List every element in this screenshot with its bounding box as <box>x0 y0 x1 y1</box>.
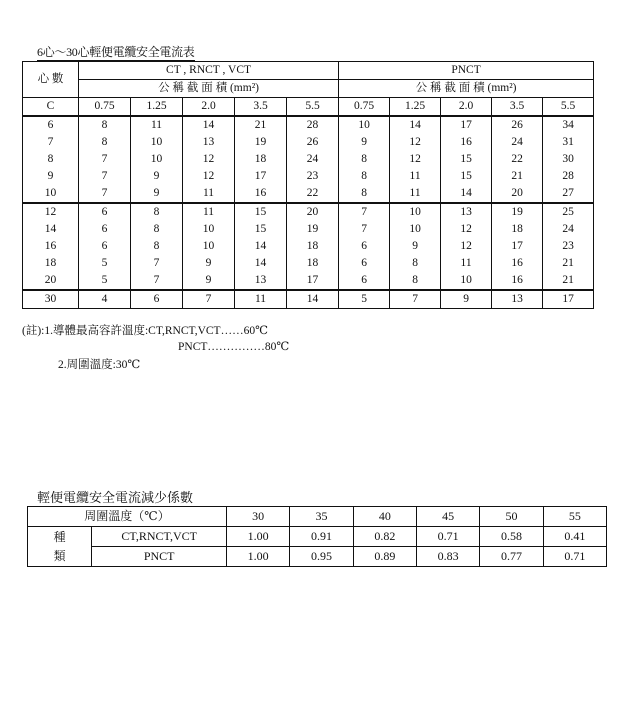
pnct-value-cell <box>543 203 594 290</box>
temp-header: 45 <box>417 507 480 527</box>
ct-value-cell <box>183 290 235 309</box>
table-cell: 6 <box>101 223 108 235</box>
table-cell: 19 <box>511 206 523 218</box>
table-cell: 8 <box>153 240 160 252</box>
cable-type-cell: PNCT <box>92 547 227 567</box>
table-cell: 18 <box>254 153 267 165</box>
table-cell: 12 <box>409 153 421 165</box>
size-header: 0.75 <box>79 98 131 117</box>
table-cell: 5 <box>361 293 367 305</box>
factor-cell: 0.83 <box>417 547 480 567</box>
table-cell: 6 <box>361 240 367 252</box>
temp-header: 40 <box>353 507 416 527</box>
pnct-value-cell <box>492 116 543 203</box>
factor-cell: 0.95 <box>290 547 353 567</box>
ct-value-cell <box>79 203 131 290</box>
table-cell: 28 <box>562 170 574 182</box>
table-cell: 10 <box>44 187 57 199</box>
factor-cell: 0.41 <box>543 527 606 547</box>
table-cell: 22 <box>511 153 523 165</box>
table-cell: 17 <box>306 274 319 286</box>
table-cell: 9 <box>47 170 54 182</box>
factor-cell: 0.89 <box>353 547 416 567</box>
table-cell: 18 <box>511 223 523 235</box>
table-cell: 12 <box>460 223 472 235</box>
table-cell: 14 <box>254 240 267 252</box>
table-cell: 9 <box>412 240 418 252</box>
table2-title: 輕便電纜安全電流減少係數 <box>37 490 194 505</box>
table-cell: 13 <box>254 274 267 286</box>
factor-cell: 1.00 <box>227 527 290 547</box>
table-cell: 9 <box>205 274 212 286</box>
table-cell: 5 <box>101 257 108 269</box>
table-cell: 11 <box>254 293 267 305</box>
table-cell: 16 <box>511 257 523 269</box>
size-header: 2.0 <box>183 98 235 117</box>
table-row-group <box>23 116 594 203</box>
table-cell: 8 <box>361 153 367 165</box>
table-cell: 15 <box>460 153 472 165</box>
table-cell: 14 <box>460 187 472 199</box>
size-header: 3.5 <box>492 98 543 117</box>
table-cell: 8 <box>361 187 367 199</box>
table-cell: 11 <box>409 187 421 199</box>
ct-value-cell <box>183 203 235 290</box>
table-cell: 14 <box>306 293 319 305</box>
table-cell: 7 <box>153 274 160 286</box>
ct-value-cell <box>131 116 183 203</box>
table-cell: 15 <box>254 223 267 235</box>
temp-header: 50 <box>480 507 543 527</box>
core-count-cell <box>23 116 79 203</box>
type-label-2: 類 <box>53 548 66 563</box>
ct-value-cell <box>131 290 183 309</box>
table-cell: 6 <box>153 293 160 305</box>
table1-title <box>37 43 195 60</box>
table-cell: 23 <box>562 240 574 252</box>
size-header: 1.25 <box>390 98 441 117</box>
table-cell: 8 <box>47 153 54 165</box>
table-cell: 8 <box>101 136 108 148</box>
ct-value-cell <box>131 203 183 290</box>
type-label <box>28 527 92 567</box>
table-cell: 10 <box>409 206 421 218</box>
table-row-group <box>23 203 594 290</box>
table-cell: 9 <box>361 136 367 148</box>
table-cell: 12 <box>202 153 215 165</box>
table-cell: 30 <box>562 153 574 165</box>
type-label-1: 種 <box>53 529 66 544</box>
table-cell: 17 <box>562 293 574 305</box>
table-cell: 8 <box>153 223 160 235</box>
table-cell: 11 <box>202 187 215 199</box>
table-cell: 13 <box>511 293 523 305</box>
table-cell: 20 <box>306 206 319 218</box>
table-cell: 8 <box>412 257 418 269</box>
factor-cell: 0.71 <box>543 547 606 567</box>
table-cell: 24 <box>562 223 574 235</box>
table-cell: 4 <box>101 293 108 305</box>
table-cell: 16 <box>254 187 267 199</box>
temp-header: 30 <box>227 507 290 527</box>
table-cell: 5 <box>101 274 108 286</box>
table-cell: 26 <box>306 136 319 148</box>
table-cell: 10 <box>150 153 163 165</box>
table-cell: 7 <box>361 206 367 218</box>
table-cell: 7 <box>47 136 54 148</box>
table-cell: 8 <box>361 170 367 182</box>
table-cell: 9 <box>205 257 212 269</box>
table-cell: 12 <box>202 170 215 182</box>
table-cell: 6 <box>47 119 54 131</box>
table-cell: 30 <box>44 293 57 305</box>
table-cell: 11 <box>150 119 163 131</box>
pnct-value-cell <box>390 116 441 203</box>
table-cell: 27 <box>562 187 574 199</box>
table-cell: 22 <box>306 187 319 199</box>
table-cell: 25 <box>562 206 574 218</box>
table-cell: 21 <box>254 119 267 131</box>
c-label: C <box>23 98 79 117</box>
pnct-value-cell <box>441 116 492 203</box>
pnct-value-cell <box>543 290 594 309</box>
size-header: 0.75 <box>339 98 390 117</box>
size-header: 1.25 <box>131 98 183 117</box>
table-cell: 18 <box>306 240 319 252</box>
ct-value-cell <box>235 116 287 203</box>
temp-header: 55 <box>543 507 606 527</box>
table-cell: 14 <box>254 257 267 269</box>
table-cell: 16 <box>460 136 472 148</box>
table-cell: 7 <box>205 293 212 305</box>
pnct-value-cell <box>441 290 492 309</box>
table-cell: 17 <box>254 170 267 182</box>
ct-value-cell <box>235 203 287 290</box>
table-cell: 11 <box>460 257 472 269</box>
table-cell: 8 <box>101 119 108 131</box>
table-cell: 19 <box>254 136 267 148</box>
factor-cell: 0.91 <box>290 527 353 547</box>
factor-cell: 1.00 <box>227 547 290 567</box>
group-pnct-header: PNCT <box>339 62 594 80</box>
table-cell: 24 <box>306 153 319 165</box>
table-cell: 11 <box>202 206 215 218</box>
table-cell: 21 <box>511 170 523 182</box>
ambient-temp-header: 周圍溫度（℃） <box>28 507 227 527</box>
size-header: 5.5 <box>543 98 594 117</box>
table-cell: 10 <box>202 240 215 252</box>
table-cell: 14 <box>44 223 57 235</box>
table-cell: 6 <box>361 274 367 286</box>
table-cell: 7 <box>153 257 160 269</box>
table-cell: 34 <box>562 119 574 131</box>
note-line-3: 2.周圍溫度:30℃ <box>58 359 141 371</box>
table-cell: 10 <box>460 274 472 286</box>
table-cell: 21 <box>562 257 574 269</box>
table-cell: 14 <box>409 119 421 131</box>
pnct-value-cell <box>390 203 441 290</box>
ct-value-cell <box>235 290 287 309</box>
table-cell: 11 <box>409 170 421 182</box>
table-cell: 6 <box>101 240 108 252</box>
table-cell: 23 <box>306 170 319 182</box>
table-cell: 14 <box>202 119 215 131</box>
table-cell: 31 <box>562 136 574 148</box>
core-count-cell <box>23 203 79 290</box>
cores-header: 心 數 <box>23 62 79 98</box>
table-cell: 17 <box>511 240 523 252</box>
table-cell: 21 <box>562 274 574 286</box>
pnct-value-cell <box>441 203 492 290</box>
area-header-ct: 公 稱 截 面 積 (mm²) <box>79 80 339 98</box>
table-cell: 8 <box>412 274 418 286</box>
table-cell: 10 <box>358 119 370 131</box>
table-cell: 12 <box>409 136 421 148</box>
table1-title-text: 6心～30心輕便電纜安全電流表 <box>37 45 195 59</box>
factor-cell: 0.82 <box>353 527 416 547</box>
ct-value-cell <box>287 116 339 203</box>
table-cell: 9 <box>153 170 160 182</box>
ct-value-cell <box>79 290 131 309</box>
table-cell: 20 <box>44 274 57 286</box>
factor-cell: 0.77 <box>480 547 543 567</box>
core-count-cell <box>23 290 79 309</box>
group-ct-header: CT , RNCT , VCT <box>79 62 339 80</box>
size-header: 3.5 <box>235 98 287 117</box>
table-cell: 12 <box>44 206 57 218</box>
table-cell: 15 <box>254 206 267 218</box>
table-cell: 20 <box>511 187 523 199</box>
factor-cell: 0.58 <box>480 527 543 547</box>
area-header-pnct: 公 稱 截 面 積 (mm²) <box>339 80 594 98</box>
pnct-value-cell <box>492 290 543 309</box>
note-line-2: PNCT……………80℃ <box>178 341 290 353</box>
ct-value-cell <box>287 290 339 309</box>
table-cell: 12 <box>460 240 472 252</box>
table-cell: 6 <box>101 206 108 218</box>
table-cell: 16 <box>44 240 57 252</box>
table-cell: 26 <box>511 119 523 131</box>
ct-value-cell <box>287 203 339 290</box>
table-row-group <box>23 290 594 309</box>
table-cell: 15 <box>460 170 472 182</box>
table-cell: 8 <box>153 206 160 218</box>
table-cell: 18 <box>306 257 319 269</box>
table-cell: 7 <box>101 187 108 199</box>
table-cell: 9 <box>153 187 160 199</box>
table-cell: 28 <box>306 119 319 131</box>
table-cell: 24 <box>511 136 523 148</box>
table-cell: 7 <box>101 153 108 165</box>
pnct-value-cell <box>339 203 390 290</box>
ct-value-cell <box>79 116 131 203</box>
table-cell: 10 <box>150 136 163 148</box>
table-cell: 7 <box>101 170 108 182</box>
table-cell: 10 <box>409 223 421 235</box>
table-cell: 6 <box>361 257 367 269</box>
size-header: 2.0 <box>441 98 492 117</box>
temp-header: 35 <box>290 507 353 527</box>
pnct-value-cell <box>339 290 390 309</box>
table-cell: 17 <box>460 119 472 131</box>
pnct-value-cell <box>390 290 441 309</box>
table-cell: 19 <box>306 223 319 235</box>
reduction-factor-table <box>27 506 607 567</box>
table-cell: 7 <box>361 223 367 235</box>
table-cell: 13 <box>460 206 472 218</box>
ct-value-cell <box>183 116 235 203</box>
cable-type-cell: CT,RNCT,VCT <box>92 527 227 547</box>
factor-cell: 0.71 <box>417 527 480 547</box>
safe-current-table <box>22 61 594 309</box>
table-cell: 18 <box>44 257 57 269</box>
pnct-value-cell <box>339 116 390 203</box>
table-cell: 13 <box>202 136 215 148</box>
table-cell: 7 <box>412 293 418 305</box>
size-header: 5.5 <box>287 98 339 117</box>
table-cell: 9 <box>463 293 469 305</box>
pnct-value-cell <box>543 116 594 203</box>
note-line-1: (註):1.導體最高容許溫度:CT,RNCT,VCT……60℃ <box>22 325 268 337</box>
pnct-value-cell <box>492 203 543 290</box>
table-cell: 10 <box>202 223 215 235</box>
table-cell: 16 <box>511 274 523 286</box>
